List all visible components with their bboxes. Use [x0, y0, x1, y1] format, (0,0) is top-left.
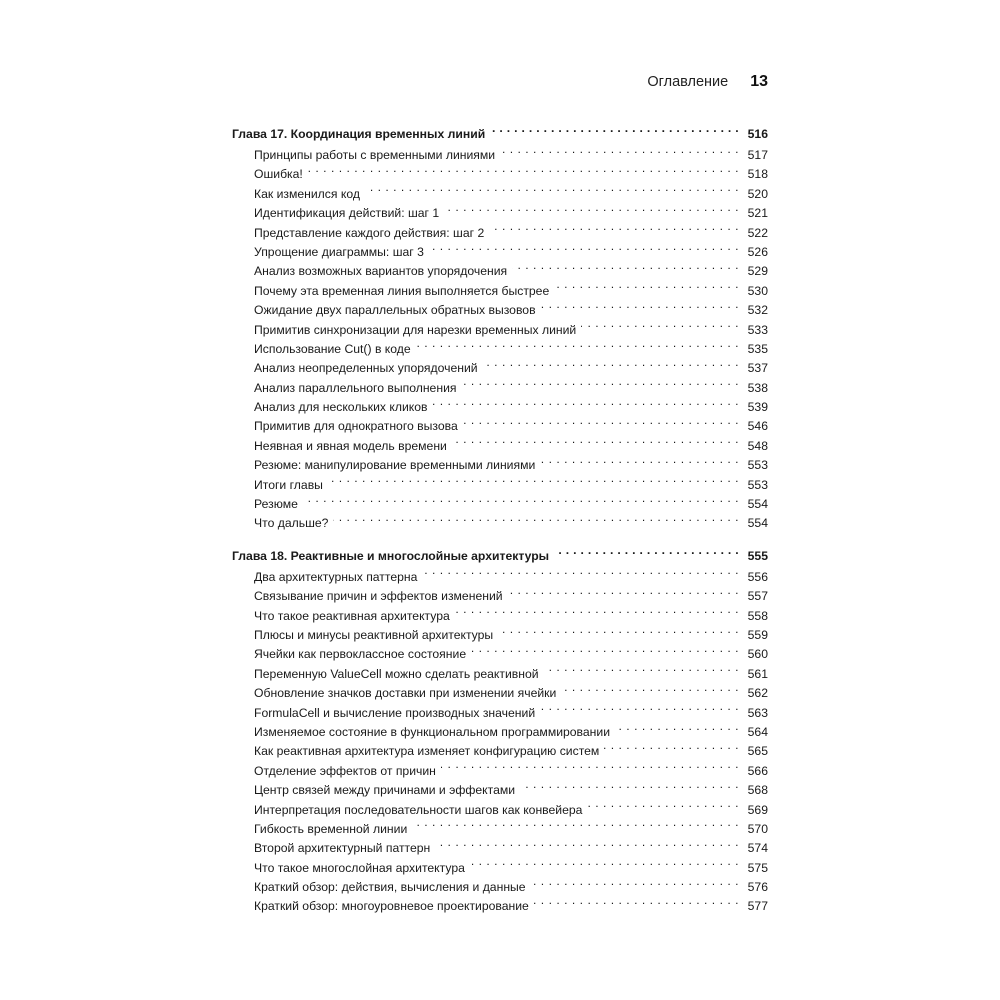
toc-section-entry: [232, 262, 768, 281]
toc-section-entry: [232, 224, 768, 243]
section-page-number: 570: [747, 821, 768, 836]
dot-leader: [461, 380, 739, 392]
toc-chapter: [232, 124, 768, 534]
section-title: Второй архитектурный паттерн: [254, 841, 431, 856]
section-page-number: 538: [747, 380, 768, 395]
dot-leader: [429, 244, 739, 256]
section-page-number: 546: [747, 419, 768, 434]
dot-leader: [512, 263, 739, 275]
section-title: Связывание причин и эффектов изменений: [254, 589, 503, 604]
section-page-number: 532: [747, 303, 768, 318]
dot-leader: [490, 126, 739, 138]
chapter-title: Глава 18. Реактивные и многослойные архитектуры: [232, 548, 550, 563]
dot-leader: [471, 646, 739, 658]
dot-leader: [615, 724, 739, 736]
section-title: Почему эта временная линия выполняется быстрее: [254, 283, 550, 298]
toc-section-entry: [232, 897, 768, 916]
section-page-number: 548: [747, 438, 768, 453]
dot-leader: [531, 879, 739, 891]
dot-leader: [498, 627, 739, 639]
toc-section-entry: [232, 340, 768, 359]
running-head-title: Оглавление: [647, 74, 729, 90]
dot-leader: [540, 457, 739, 469]
section-title: Примитив для однократного вызова: [254, 419, 458, 434]
chapter-title: Глава 17. Координация временных линий: [232, 127, 486, 141]
toc-section-entry: [232, 301, 768, 320]
dot-leader: [483, 360, 739, 372]
toc-section-entry: [232, 243, 768, 262]
section-page-number: 569: [747, 802, 768, 817]
dot-leader: [452, 438, 739, 450]
dot-leader: [500, 147, 739, 159]
section-page-number: 574: [747, 841, 768, 856]
dot-leader: [541, 302, 739, 314]
toc-section-entry: [232, 476, 768, 495]
section-title: Краткий обзор: многоуровневое проектирование: [254, 899, 529, 914]
toc-section-entry: [232, 282, 768, 301]
section-page-number: 565: [747, 744, 768, 759]
toc-section-entry: [232, 820, 768, 839]
section-title: Резюме: [254, 497, 298, 512]
section-page-number: 556: [747, 569, 768, 584]
toc-section-entry: [232, 684, 768, 703]
dot-leader: [308, 166, 739, 178]
section-title: Ожидание двух параллельных обратных вызовов: [254, 303, 536, 318]
section-page-number: 560: [747, 647, 768, 662]
section-title: Анализ неопределенных упорядочений: [254, 361, 478, 376]
toc-section-entry: [232, 704, 768, 723]
toc-section-entry: [232, 626, 768, 645]
toc-section-entry: [232, 839, 768, 858]
dot-leader: [554, 548, 739, 560]
toc-section-entry: [232, 742, 768, 761]
toc-section-entry: [232, 495, 768, 514]
toc-section-entry: [232, 607, 768, 626]
dot-leader: [455, 607, 739, 619]
section-page-number: 553: [747, 458, 768, 473]
section-title: Примитив синхронизации для нарезки временных линий: [254, 322, 577, 337]
dot-leader: [441, 763, 739, 775]
section-title: Ошибка!: [254, 167, 303, 182]
dot-leader: [604, 743, 739, 755]
section-page-number: 529: [747, 264, 768, 279]
section-title: Краткий обзор: действия, вычисления и данные: [254, 880, 526, 895]
section-title: Изменяемое состояние в функциональном программировании: [254, 724, 611, 739]
dot-leader: [444, 205, 739, 217]
section-title: Переменную ValueCell можно сделать реактивной: [254, 666, 539, 681]
toc-section-entry: [232, 723, 768, 742]
section-page-number: 526: [747, 244, 768, 259]
section-title: Идентификация действий: шаг 1: [254, 206, 440, 221]
section-page-number: 559: [747, 627, 768, 642]
section-page-number: 520: [747, 186, 768, 201]
section-page-number: 562: [747, 686, 768, 701]
section-page-number: 568: [747, 783, 768, 798]
section-page-number: 533: [747, 322, 768, 337]
section-title: Что дальше?: [254, 516, 329, 531]
toc-chapter-entry: [232, 546, 768, 566]
toc-section-entry: [232, 437, 768, 456]
section-page-number: 521: [747, 206, 768, 221]
toc-section-entry: [232, 568, 768, 587]
dot-leader: [554, 283, 739, 295]
toc-section-entry: [232, 801, 768, 820]
dot-leader: [333, 515, 739, 527]
section-title: Гибкость временной линии: [254, 821, 408, 836]
section-page-number: 554: [747, 497, 768, 512]
section-title: Анализ возможных вариантов упорядочения: [254, 264, 508, 279]
section-page-number: 539: [747, 400, 768, 415]
section-title: Использование Cut() в коде: [254, 341, 411, 356]
section-title: Два архитектурных паттерна: [254, 569, 418, 584]
dot-leader: [328, 476, 739, 488]
section-page-number: 518: [747, 167, 768, 182]
section-title: Неявная и явная модель времени: [254, 438, 447, 453]
toc-chapter: [232, 546, 768, 917]
section-title: Интерпретация последовательности шагов как конвейера: [254, 802, 583, 817]
toc-section-entry: [232, 417, 768, 436]
section-title: Что такое реактивная архитектура: [254, 608, 450, 623]
section-title: Анализ параллельного выполнения: [254, 380, 457, 395]
dot-leader: [581, 321, 739, 333]
section-page-number: 554: [747, 516, 768, 531]
chapter-page-number: 516: [747, 127, 768, 141]
dot-leader: [540, 704, 739, 716]
toc-section-entry: [232, 878, 768, 897]
toc-section-entry: [232, 762, 768, 781]
dot-leader: [365, 186, 739, 198]
dot-leader: [303, 496, 739, 508]
section-page-number: 575: [747, 860, 768, 875]
section-title: Центр связей между причинами и эффектами: [254, 783, 516, 798]
dot-leader: [534, 898, 739, 910]
dot-leader: [470, 859, 739, 871]
dot-leader: [416, 341, 739, 353]
toc-section-entry: [232, 379, 768, 398]
section-title: Резюме: манипулирование временными линиями: [254, 458, 536, 473]
toc-section-entry: [232, 781, 768, 800]
section-page-number: 563: [747, 705, 768, 720]
section-title: Что такое многослойная архитектура: [254, 860, 465, 875]
section-page-number: 557: [747, 589, 768, 604]
section-page-number: 535: [747, 341, 768, 356]
section-page-number: 522: [747, 225, 768, 240]
section-title: Как реактивная архитектура изменяет конфигурацию систем: [254, 744, 600, 759]
dot-leader: [489, 224, 739, 236]
section-title: Ячейки как первоклассное состояние: [254, 647, 467, 662]
toc-section-entry: [232, 204, 768, 223]
toc-section-entry: [232, 359, 768, 378]
toc-section-entry: [232, 514, 768, 533]
dot-leader: [544, 666, 739, 678]
toc-section-entry: [232, 321, 768, 340]
section-page-number: 566: [747, 763, 768, 778]
dot-leader: [587, 801, 739, 813]
dot-leader: [520, 782, 739, 794]
section-title: Обновление значков доставки при изменении ячейки: [254, 686, 557, 701]
section-title: Плюсы и минусы реактивной архитектуры: [254, 627, 494, 642]
toc-section-entry: [232, 859, 768, 878]
section-title: FormulaCell и вычисление производных значений: [254, 705, 536, 720]
section-title: Отделение эффектов от причин: [254, 763, 436, 778]
section-page-number: 564: [747, 724, 768, 739]
table-of-contents: [232, 124, 768, 929]
toc-chapter-entry: [232, 124, 768, 144]
toc-section-entry: [232, 665, 768, 684]
toc-section-entry: [232, 398, 768, 417]
section-title: Представление каждого действия: шаг 2: [254, 225, 485, 240]
section-title: Анализ для нескольких кликов: [254, 400, 428, 415]
dot-leader: [463, 418, 739, 430]
section-page-number: 530: [747, 283, 768, 298]
running-head: [647, 73, 768, 91]
toc-section-entry: [232, 165, 768, 184]
dot-leader: [412, 821, 739, 833]
section-title: Итоги главы: [254, 477, 323, 492]
page-number: 13: [750, 73, 768, 90]
section-page-number: 537: [747, 361, 768, 376]
dot-leader: [433, 399, 739, 411]
section-page-number: 577: [747, 899, 768, 914]
section-page-number: 561: [747, 666, 768, 681]
section-page-number: 517: [747, 148, 768, 162]
section-title: Упрощение диаграммы: шаг 3: [254, 244, 424, 259]
section-page-number: 558: [747, 608, 768, 623]
section-title: Принципы работы с временными линиями: [254, 148, 496, 162]
dot-leader: [508, 588, 739, 600]
toc-section-entry: [232, 456, 768, 475]
toc-section-entry: [232, 645, 768, 664]
section-page-number: 576: [747, 880, 768, 895]
toc-section-entry: [232, 587, 768, 606]
toc-section-entry: [232, 185, 768, 204]
section-title: Как изменился код: [254, 186, 360, 201]
dot-leader: [422, 569, 739, 581]
chapter-page-number: 555: [747, 548, 768, 563]
dot-leader: [435, 840, 739, 852]
section-page-number: 553: [747, 477, 768, 492]
dot-leader: [561, 685, 739, 697]
toc-section-entry: [232, 146, 768, 165]
